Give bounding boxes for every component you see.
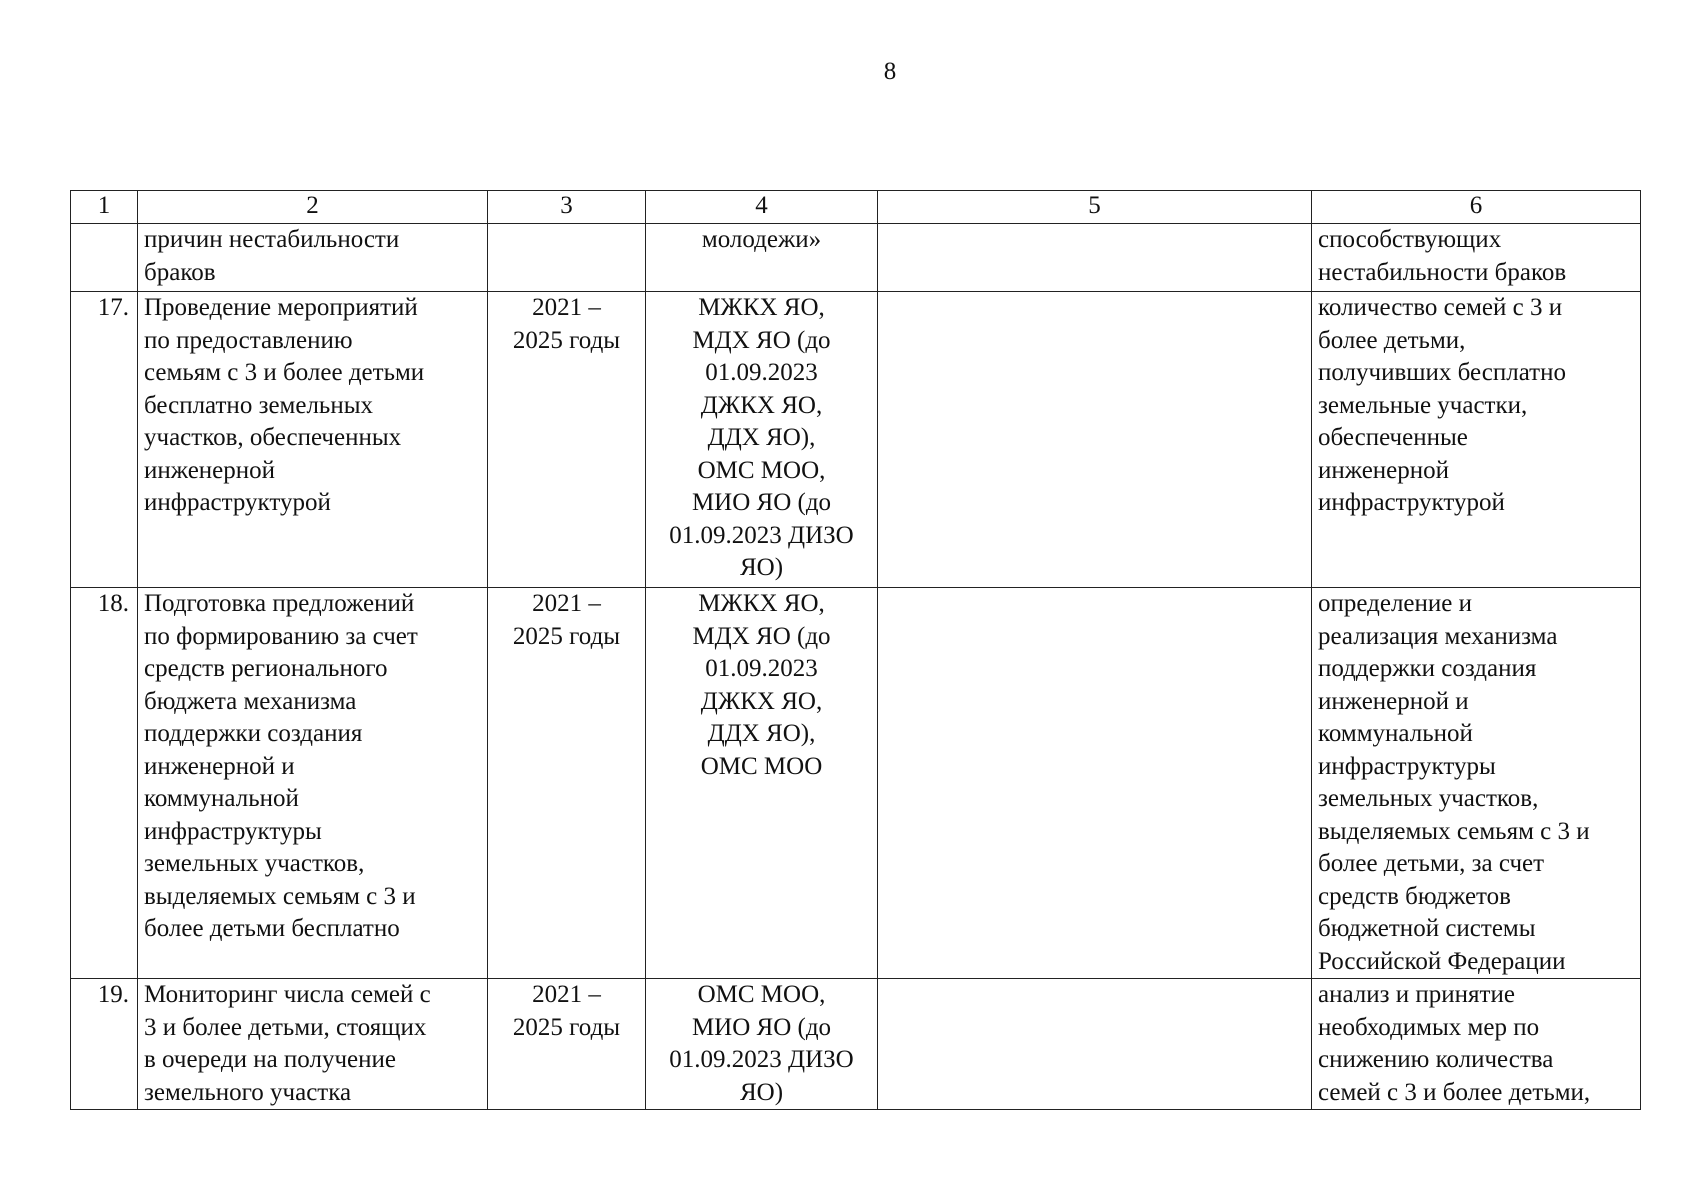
measure-name-cell: Мониторинг числа семей с 3 и более детьми, стоящих в очереди на получение земельного участка (138, 979, 488, 1110)
header-cell: 1 (71, 191, 138, 224)
measure-name-cell: Проведение мероприятий по предоставлению семьям с 3 и более детьми бесплатно земельных участков, обеспеченных инженерной инфраструктурой (138, 292, 488, 588)
row-number-cell (71, 224, 138, 292)
row-number-cell: 17. (71, 292, 138, 588)
table-header-row (71, 191, 1641, 224)
header-cell: 4 (646, 191, 878, 224)
indicator-cell: определение и реализация механизма поддержки создания инженерной и коммунальной инфраструктуры земельных участков, выделяемых семьям с 3 и более детьми, за счет средств бюджетов бюджетной системы Российской Федерации (1312, 588, 1641, 979)
term-cell: 2021 – 2025 годы (488, 979, 646, 1110)
executor-cell: МЖКХ ЯО, МДХ ЯО (до 01.09.2023 ДЖКХ ЯО, ДДХ ЯО), ОМС МОО, МИО ЯО (до 01.09.2023 ДИЗО ЯО) (646, 292, 878, 588)
result-cell (878, 979, 1312, 1110)
executor-cell: ОМС МОО, МИО ЯО (до 01.09.2023 ДИЗО ЯО) (646, 979, 878, 1110)
measures-table (70, 190, 1641, 1110)
table-row (71, 588, 1641, 979)
executor-cell: МЖКХ ЯО, МДХ ЯО (до 01.09.2023 ДЖКХ ЯО, ДДХ ЯО), ОМС МОО (646, 588, 878, 979)
term-cell: 2021 – 2025 годы (488, 292, 646, 588)
header-cell: 2 (138, 191, 488, 224)
row-number-cell: 18. (71, 588, 138, 979)
table-row (71, 224, 1641, 292)
header-cell: 3 (488, 191, 646, 224)
header-cell: 5 (878, 191, 1312, 224)
indicator-cell: анализ и принятие необходимых мер по снижению количества семей с 3 и более детьми, (1312, 979, 1641, 1110)
row-number-cell: 19. (71, 979, 138, 1110)
result-cell (878, 292, 1312, 588)
term-cell (488, 224, 646, 292)
table-row (71, 292, 1641, 588)
indicator-cell: количество семей с 3 и более детьми, получивших бесплатно земельные участки, обеспеченные инженерной инфраструктурой (1312, 292, 1641, 588)
result-cell (878, 588, 1312, 979)
executor-cell: молодежи» (646, 224, 878, 292)
result-cell (878, 224, 1312, 292)
measure-name-cell: причин нестабильности браков (138, 224, 488, 292)
measure-name-cell: Подготовка предложений по формированию за счет средств регионального бюджета механизма поддержки создания инженерной и коммунальной инфраструктуры земельных участков, выделяемых семьям с 3 и более детьми бесплатно (138, 588, 488, 979)
indicator-cell: способствующих нестабильности браков (1312, 224, 1641, 292)
table-row (71, 979, 1641, 1110)
page-number: 8 (883, 58, 897, 85)
header-cell: 6 (1312, 191, 1641, 224)
term-cell: 2021 – 2025 годы (488, 588, 646, 979)
